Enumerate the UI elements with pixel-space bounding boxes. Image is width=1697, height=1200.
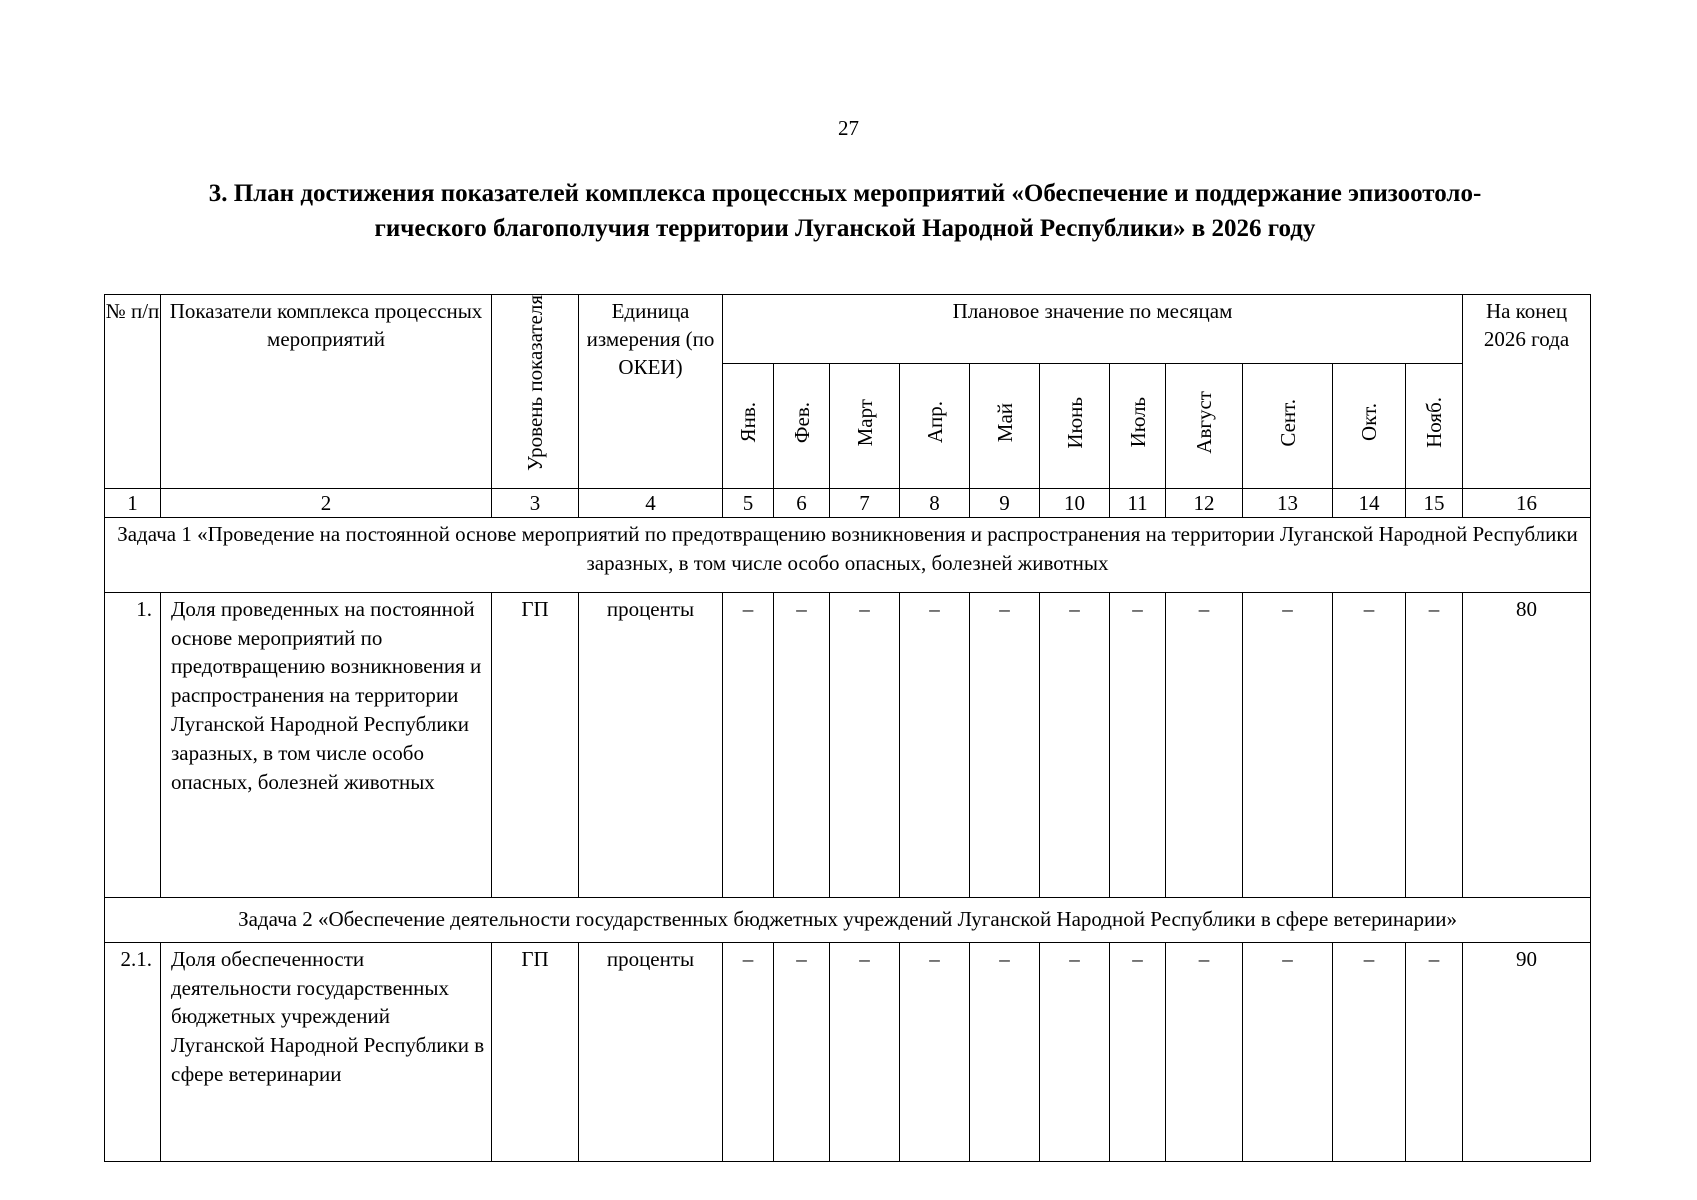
column-number: 5	[723, 488, 774, 517]
month-value: –	[1333, 592, 1406, 897]
task-2-heading: Задача 2 «Обеспечение деятельности государственных бюджетных учреждений Луганской Народной Республики в сфере ветеринарии»	[105, 897, 1591, 942]
month-label: Июнь	[1062, 396, 1087, 449]
column-number: 16	[1463, 488, 1591, 517]
column-number: 11	[1110, 488, 1166, 517]
header-month-mar	[830, 364, 900, 489]
month-value: –	[1166, 942, 1243, 1161]
month-value: –	[1243, 942, 1333, 1161]
indicators-plan-table	[104, 294, 1591, 1162]
page-title-line-2: гического благополучия территории Луганской Народной Республики» в 2026 году	[374, 215, 1316, 242]
column-number: 2	[161, 488, 492, 517]
month-label: Сент.	[1275, 398, 1300, 447]
month-value: –	[723, 942, 774, 1161]
column-number: 6	[774, 488, 830, 517]
month-value: –	[1406, 942, 1463, 1161]
task-1-heading: Задача 1 «Проведение на постоянной основе мероприятий по предотвращению возникновения и распространения на территории Луганской Народной Республики заразных, в том числе особо опасных, болезней животных	[105, 517, 1591, 592]
header-indicator: Показатели комплекса процессных мероприятий	[161, 295, 492, 489]
header-month-jan	[723, 364, 774, 489]
month-value: –	[830, 942, 900, 1161]
column-number: 9	[970, 488, 1040, 517]
task-2-row	[105, 897, 1591, 942]
header-month-sep	[1243, 364, 1333, 489]
header-monthly: Плановое значение по месяцам	[723, 295, 1463, 364]
month-value: –	[1166, 592, 1243, 897]
indicator-name: Доля обеспеченности деятельности государственных бюджетных учреждений Луганской Народной Республики в сфере ветеринарии	[161, 942, 492, 1161]
month-label: Янв.	[736, 402, 760, 443]
header-unit: Единица измерения (по ОКЕИ)	[579, 295, 723, 489]
header-month-aug	[1166, 364, 1243, 489]
end-of-year-value: 80	[1463, 592, 1591, 897]
column-number: 12	[1166, 488, 1243, 517]
indicator-name: Доля проведенных на постоянной основе мероприятий по предотвращению возникновения и распространения на территории Луганской Народной Республики заразных, в том числе особо опасных, болезней животных	[161, 592, 492, 897]
month-label: Август	[1192, 391, 1216, 454]
month-value: –	[900, 942, 970, 1161]
row-number: 1.	[105, 592, 161, 897]
month-value: –	[774, 942, 830, 1161]
page-number: 27	[838, 116, 859, 140]
month-value: –	[1243, 592, 1333, 897]
column-numbers-row	[105, 488, 1591, 517]
header-month-jul	[1110, 364, 1166, 489]
month-label: Фев.	[789, 401, 814, 443]
month-value: –	[970, 592, 1040, 897]
month-value: –	[723, 592, 774, 897]
header-month-jun	[1040, 364, 1110, 489]
end-of-year-value: 90	[1463, 942, 1591, 1161]
header-level-label: Уровень показателя	[523, 295, 547, 471]
month-value: –	[774, 592, 830, 897]
month-label: Окт.	[1357, 403, 1381, 442]
month-label: Апр.	[922, 401, 947, 444]
header-num: № п/п	[105, 295, 161, 489]
page-title	[110, 176, 1580, 246]
month-value: –	[1040, 942, 1110, 1161]
row-number: 2.1.	[105, 942, 161, 1161]
header-end-of-year: На конец 2026 года	[1463, 295, 1591, 489]
column-number: 14	[1333, 488, 1406, 517]
header-month-oct	[1333, 364, 1406, 489]
month-label: Март	[852, 398, 877, 447]
indicator-level: ГП	[492, 592, 579, 897]
column-number: 4	[579, 488, 723, 517]
header-level	[492, 295, 579, 489]
column-number: 7	[830, 488, 900, 517]
column-number: 15	[1406, 488, 1463, 517]
column-number: 3	[492, 488, 579, 517]
column-number: 13	[1243, 488, 1333, 517]
indicator-unit: проценты	[579, 942, 723, 1161]
month-value: –	[1110, 942, 1166, 1161]
page-title-line-1: 3. План достижения показателей комплекса процессных мероприятий «Обеспечение и поддержание эпизоотоло-	[208, 180, 1482, 207]
month-value: –	[970, 942, 1040, 1161]
table-row	[105, 592, 1591, 897]
month-value: –	[830, 592, 900, 897]
header-month-feb	[774, 364, 830, 489]
indicator-unit: проценты	[579, 592, 723, 897]
month-value: –	[1040, 592, 1110, 897]
header-month-nov	[1406, 364, 1463, 489]
indicator-level: ГП	[492, 942, 579, 1161]
month-value: –	[1333, 942, 1406, 1161]
column-number: 8	[900, 488, 970, 517]
header-month-apr	[900, 364, 970, 489]
month-value: –	[1406, 592, 1463, 897]
task-1-row	[105, 517, 1591, 592]
table-row	[105, 942, 1591, 1161]
month-label: Май	[992, 402, 1017, 443]
header-month-may	[970, 364, 1040, 489]
month-value: –	[900, 592, 970, 897]
month-label: Нояб.	[1422, 397, 1447, 448]
month-label: Июль	[1125, 397, 1150, 448]
month-value: –	[1110, 592, 1166, 897]
column-number: 10	[1040, 488, 1110, 517]
column-number: 1	[105, 488, 161, 517]
